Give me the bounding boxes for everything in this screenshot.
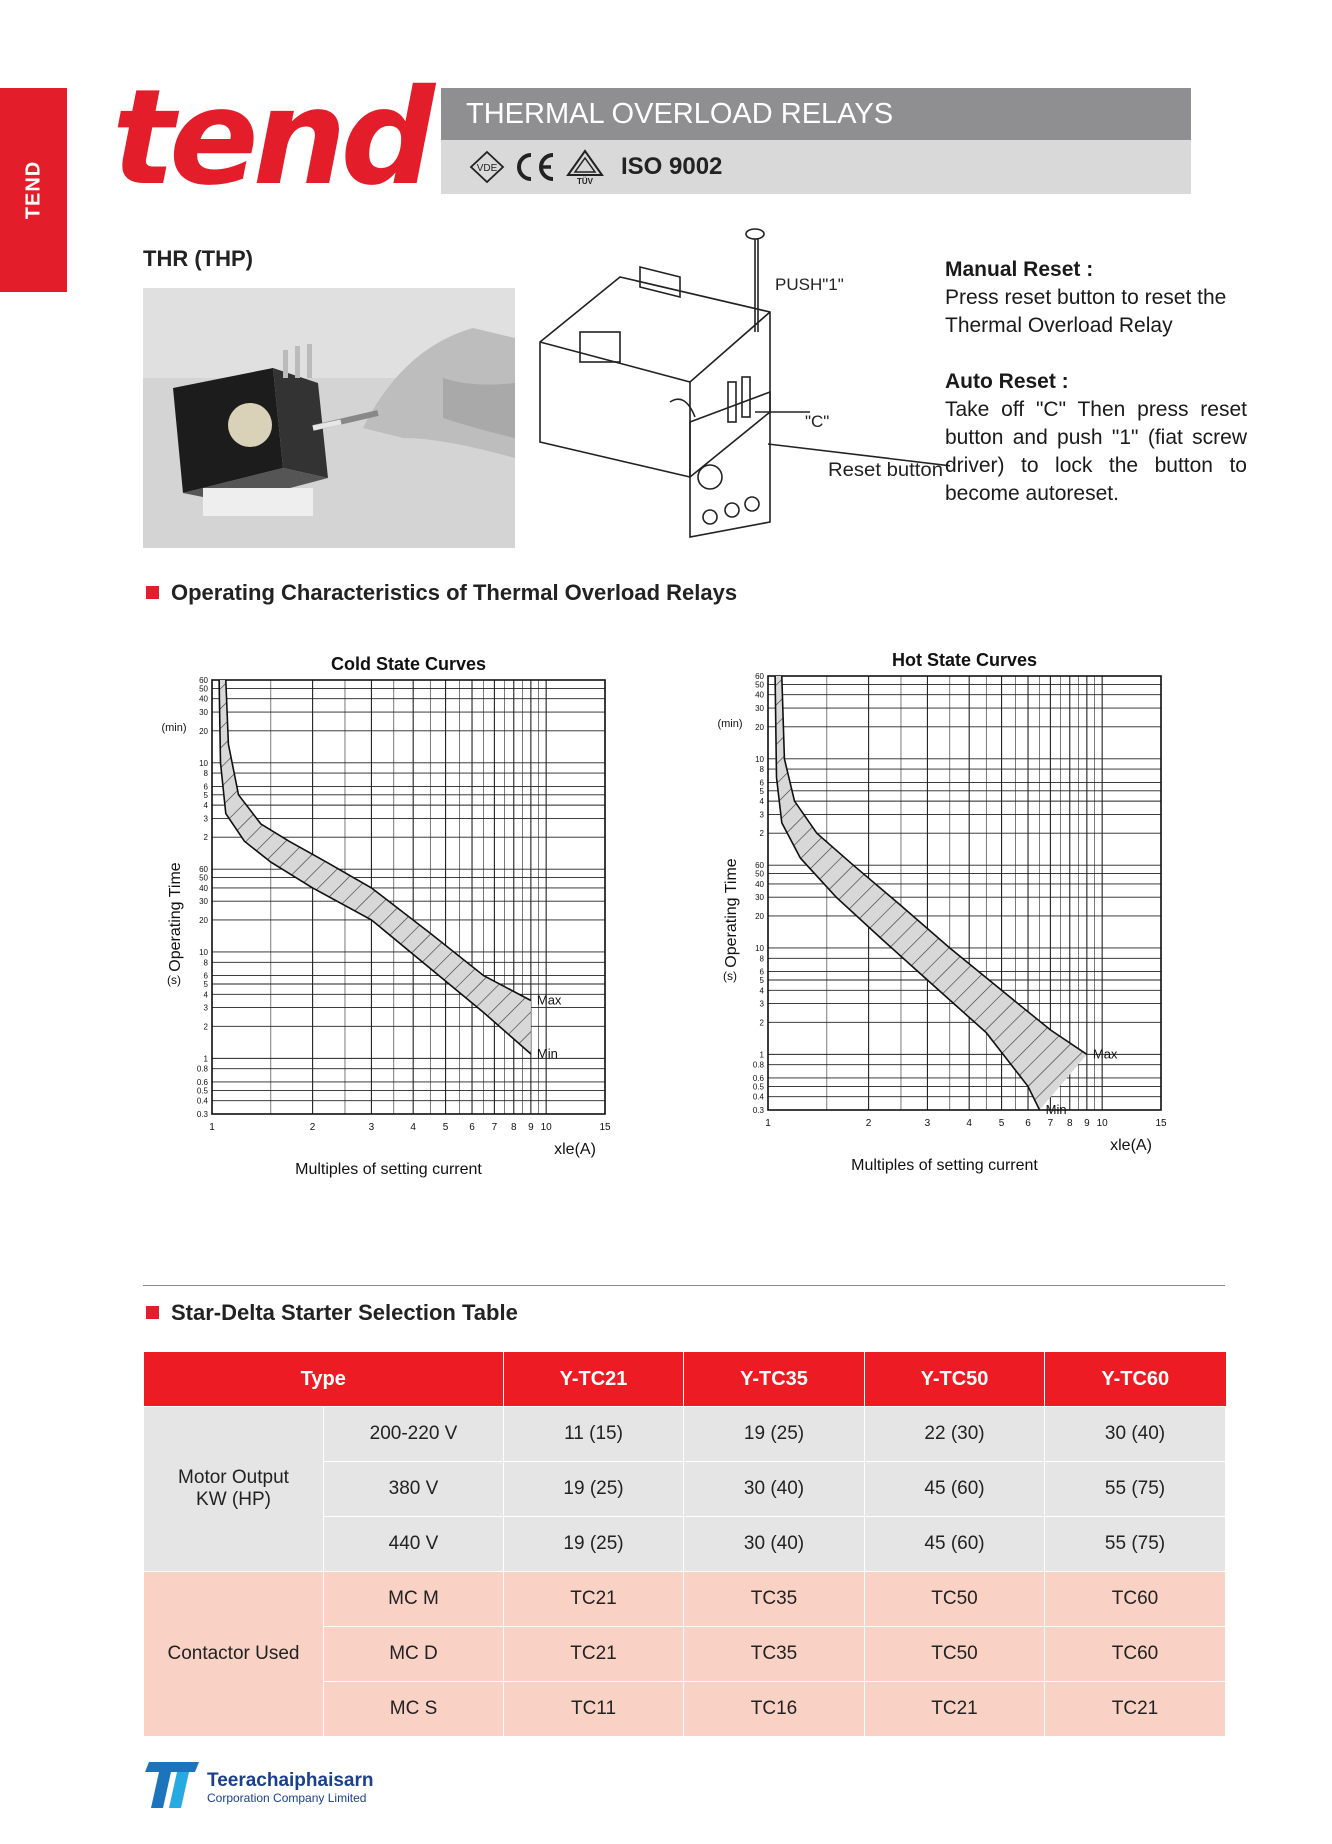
company-mark-icon [145,1762,199,1808]
x-axis-unit: xle(A) [554,1141,596,1158]
y-tick-label-min: 50 [199,684,208,694]
series-label-min: Min [1045,1102,1067,1117]
tuv-mark-label: TÜV [577,177,593,185]
y-tick-label-min: 20 [199,726,208,736]
y-tick-label-s: 8 [759,954,764,964]
chart-title: Hot State Curves [891,650,1038,670]
y-tick-label-min: 5 [759,786,764,796]
y-tick-label-s: 0.3 [196,1110,208,1119]
table-cell: 30 (40) [1045,1407,1226,1462]
c-label: "C" [805,412,830,431]
bullet-square-icon [146,1306,159,1319]
y-tick-label-min: 10 [755,754,764,764]
row-label: MC D [324,1627,504,1682]
table-cell: TC35 [684,1572,865,1627]
table-cell: TC21 [504,1627,684,1682]
y-tick-label-s: 20 [199,915,208,925]
section-divider [143,1285,1225,1286]
table-cell: 19 (25) [504,1462,684,1517]
certification-bar [441,140,1191,194]
reset-notes [945,256,1247,508]
y-tick-label-s: 0.5 [752,1082,764,1092]
y-tick-label-s: 1 [759,1050,764,1060]
table-cell: TC16 [684,1682,865,1737]
y-tick-label-s: 30 [755,893,764,903]
y-tick-label-s: 4 [203,990,208,1000]
y-tick-label-min: 40 [199,694,208,704]
table-cell: 45 (60) [865,1517,1045,1572]
x-tick-label: 3 [924,1118,931,1129]
bullet-square-icon [146,586,159,599]
x-tick-label: 4 [966,1118,972,1129]
x-tick-label: 4 [410,1122,416,1133]
x-axis-label: Multiples of setting current [851,1157,1038,1174]
y-tick-label-min: 5 [203,790,208,800]
company-tagline: Corporation Company Limited [207,1791,367,1805]
y-tick-label-min: 2 [203,833,208,843]
y-tick-label-s: 30 [199,897,208,907]
table-cell: TC35 [684,1627,865,1682]
company-name: Teerachaiphaisarn [207,1770,373,1791]
x-tick-label: 8 [1066,1118,1073,1129]
iso-label: ISO 9002 [621,153,723,180]
x-tick-label: 7 [491,1122,498,1133]
cold-state-chart [150,640,630,1240]
y-unit-s: (s) [723,969,737,984]
brand-logo: tend [112,61,430,215]
y-tick-label-s: 50 [755,869,764,879]
model-header: Y-TC21 [504,1352,684,1407]
y-tick-label-s: 50 [199,873,208,883]
y-tick-label-s: 0.3 [752,1106,764,1115]
y-tick-label-s: 0.6 [196,1077,208,1087]
table-row [144,1572,1226,1627]
table-cell: 11 (15) [504,1407,684,1462]
row-label: MC M [324,1572,504,1627]
y-tick-label-s: 2 [759,1018,764,1028]
series-label-max: Max [1092,1046,1118,1062]
x-tick-label: 9 [528,1122,534,1133]
table-cell: TC21 [865,1682,1045,1737]
y-tick-label-s: 4 [759,986,764,996]
y-tick-label-s: 6 [759,967,764,977]
motor-output-group [144,1407,324,1572]
y-tick-label-min: 3 [759,810,764,820]
y-tick-label-s: 10 [755,943,764,953]
table-cell: 30 (40) [684,1517,865,1572]
row-label: 380 V [324,1462,504,1517]
y-tick-label-s: 8 [203,958,208,968]
y-tick-label-s: 3 [759,999,764,1009]
x-tick-label: 3 [368,1122,375,1133]
ce-mark-icon [511,150,559,184]
product-name: THR (THP) [143,246,253,271]
y-tick-label-min: 20 [755,722,764,732]
table-header-row [144,1352,1226,1407]
x-tick-label: 8 [510,1122,517,1133]
x-tick-label: 1 [765,1118,771,1129]
y-tick-label-s: 5 [203,980,208,990]
auto-reset-title: Auto Reset : [945,370,1069,393]
y-tick-label-s: 6 [203,971,208,981]
x-axis-label: Multiples of setting current [295,1161,482,1178]
x-tick-label: 5 [442,1122,449,1133]
y-unit-min: (min) [717,717,743,730]
series-label-min: Min [536,1045,558,1061]
y-tick-label-min: 8 [203,769,208,779]
contactor-label: Contactor Used [167,1643,300,1664]
reset-button-label: Reset button [828,460,943,481]
x-tick-label: 6 [1025,1118,1031,1129]
y-tick-label-s: 40 [199,883,208,893]
x-tick-label: 2 [309,1122,316,1133]
table-cell: 45 (60) [865,1462,1045,1517]
table-cell: 22 (30) [865,1407,1045,1462]
y-axis-label: Operating Time [167,862,184,972]
y-tick-label-s: 0.6 [752,1073,764,1083]
y-tick-label-s: 3 [203,1003,208,1013]
x-tick-label: 10 [1096,1118,1108,1129]
vde-mark-label: VDE [476,163,498,174]
y-tick-label-min: 30 [755,704,764,714]
hot-state-chart [706,636,1186,1236]
chart-title: Cold State Curves [330,654,487,674]
operating-band [219,680,531,1054]
y-tick-label-s: 40 [755,879,764,889]
y-tick-label-min: 10 [199,758,208,768]
model-header: Y-TC60 [1045,1352,1226,1407]
y-axis-label: Operating Time [723,858,740,968]
y-tick-label-s: 20 [755,911,764,921]
table-row [144,1407,1226,1462]
side-tab [0,88,67,292]
section-operating-title: Operating Characteristics of Thermal Overload Relays [171,580,738,605]
y-tick-label-s: 1 [203,1054,208,1064]
y-tick-label-s: 0.5 [196,1086,208,1096]
table-cell: TC50 [865,1572,1045,1627]
y-tick-label-s: 0.4 [196,1096,208,1106]
table-cell: 19 (25) [504,1517,684,1572]
table-cell: TC60 [1045,1572,1226,1627]
motor-output-label: Motor Output KW (HP) [178,1467,289,1510]
row-label: 440 V [324,1517,504,1572]
y-tick-label-min: 8 [759,765,764,775]
y-unit-min: (min) [161,721,187,734]
section-operating-characteristics [146,580,737,606]
selection-table [143,1352,1226,1737]
table-cell: TC11 [504,1682,684,1737]
y-tick-label-s: 0.4 [752,1092,764,1102]
reset-diagram [520,222,950,552]
table-cell: TC21 [1045,1682,1226,1737]
y-tick-label-min: 40 [755,690,764,700]
table-cell: 30 (40) [684,1462,865,1517]
y-tick-label-min: 4 [203,801,208,811]
y-tick-label-s: 10 [199,947,208,957]
row-label: 200-220 V [324,1407,504,1462]
y-tick-label-min: 2 [759,829,764,839]
operating-band [775,676,1087,1110]
tuv-mark-icon [565,149,605,185]
section-star-delta [146,1300,518,1326]
y-tick-label-min: 6 [759,778,764,788]
y-tick-label-s: 2 [203,1022,208,1032]
table-cell: 55 (75) [1045,1462,1226,1517]
y-tick-label-s: 5 [759,976,764,986]
y-tick-label-min: 50 [755,680,764,690]
side-tab-label: TEND [22,160,44,220]
section-star-delta-title: Star-Delta Starter Selection Table [171,1300,518,1325]
x-tick-label: 1 [209,1122,215,1133]
x-tick-label: 15 [599,1122,611,1133]
auto-reset-text: Take off "C" Then press reset button and push "1" (fiat screw driver) to lock the button to become autoreset. [945,398,1247,505]
y-unit-s: (s) [167,973,181,988]
y-tick-label-min: 3 [203,814,208,824]
push-label: PUSH"1" [775,275,844,294]
model-header: Y-TC50 [865,1352,1045,1407]
footer-logo [143,1758,373,1815]
y-tick-label-s: 0.8 [196,1064,208,1074]
y-tick-label-s: 60 [199,865,208,875]
y-tick-label-min: 60 [199,676,208,685]
y-tick-label-min: 6 [203,782,208,792]
x-tick-label: 10 [540,1122,552,1133]
page-title-bar [441,88,1191,140]
page-title: THERMAL OVERLOAD RELAYS [466,98,894,130]
table-cell: TC50 [865,1627,1045,1682]
manual-reset-text: Press reset button to reset the Thermal Overload Relay [945,286,1227,337]
y-tick-label-min: 4 [759,797,764,807]
y-tick-label-min: 30 [199,708,208,718]
x-tick-label: 6 [469,1122,475,1133]
model-header: Y-TC35 [684,1352,865,1407]
product-photo [143,288,515,548]
x-axis-unit: xle(A) [1110,1137,1152,1154]
x-tick-label: 7 [1047,1118,1054,1129]
x-tick-label: 5 [998,1118,1005,1129]
row-label: MC S [324,1682,504,1737]
x-tick-label: 9 [1084,1118,1090,1129]
chart-grid [768,676,1161,1110]
vde-mark-icon [469,150,505,184]
table-cell: 55 (75) [1045,1517,1226,1572]
table-cell: TC60 [1045,1627,1226,1682]
table-cell: 19 (25) [684,1407,865,1462]
contactor-group [144,1572,324,1737]
y-tick-label-s: 0.8 [752,1060,764,1070]
y-tick-label-min: 60 [755,672,764,681]
table-cell: TC21 [504,1572,684,1627]
type-header: Type [144,1352,504,1407]
x-tick-label: 15 [1155,1118,1167,1129]
manual-reset-title: Manual Reset : [945,258,1094,281]
x-tick-label: 2 [865,1118,872,1129]
y-tick-label-s: 60 [755,861,764,871]
series-label-max: Max [536,992,562,1008]
